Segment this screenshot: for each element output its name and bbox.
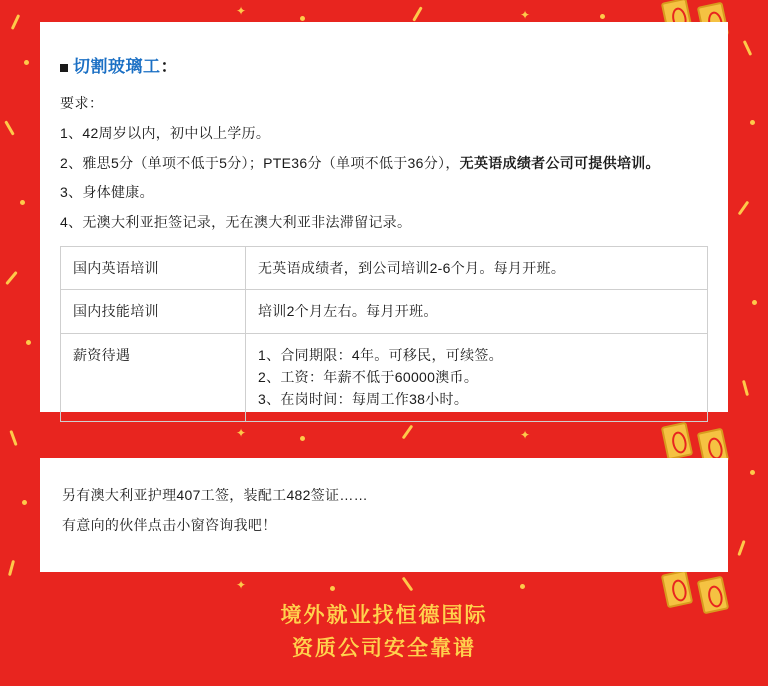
requirement-text: 2、雅思5分（单项不低于5分）；PTE36分（单项不低于36分）， — [60, 154, 460, 171]
note-line-contact: 有意向的伙伴点击小窗咨询我吧！ — [62, 517, 277, 534]
table-row — [61, 333, 708, 421]
table-cell-line: 3、在岗时间：每周工作38小时。 — [258, 391, 469, 408]
table-cell-line: 培训2个月左右。每月开班。 — [258, 303, 438, 320]
footer-slogan — [0, 600, 768, 665]
requirement-item — [60, 123, 708, 145]
table-row — [61, 246, 708, 289]
table-row-value — [246, 246, 708, 289]
table-cell-line: 1、合同期限：4年。可移民，可续签。 — [258, 346, 503, 363]
additional-note-card — [40, 458, 728, 572]
job-title-text: 切割玻璃工 — [73, 57, 161, 76]
requirement-item — [60, 212, 708, 234]
requirement-bold-text: 无英语成绩者公司可提供培训。 — [459, 154, 660, 171]
table-row-label: 国内技能培训 — [61, 290, 246, 333]
job-title — [60, 52, 708, 77]
job-title-colon: ： — [160, 57, 178, 76]
requirements-label: 要求： — [60, 95, 104, 111]
table-row — [61, 290, 708, 333]
table-cell-line: 2、工资：年薪不低于60000澳币。 — [258, 368, 479, 385]
poster-page: ✦ ✦ ✦ ✦ ✦ 切割玻璃工： 要求： 1、42周岁以内，初中以上学历。 2、雅思5分（单项不低于5分）；PTE36分（单项不低于36分），无英语成绩者公司可提供培训。 3、身体健康。 4、无澳大利亚拒签记录，无在澳大利亚非法滞留记录。 国内英语培训 无英语成绩者，到公司培训2-6个月。每月开班。 国内技能培训 培训2个月左右。每月开班。 薪资待遇 1、合同期限：4年。可移民，可续签。 2、工资：年薪不低于60000澳币。 3、在岗时间：每周工作38小时。 另有澳大利亚护理407工签，装配工482签证…… 有意向的伙伴点击小窗咨询我吧！ 境外就业找恒德国际 资质公司安全靠谱 — [0, 0, 768, 686]
job-info-table — [60, 246, 708, 422]
job-detail-card — [40, 22, 728, 412]
footer-line-2: 资质公司安全靠谱 — [292, 636, 476, 660]
table-cell-line: 无英语成绩者，到公司培训2-6个月。每月开班。 — [258, 259, 566, 276]
table-row-label: 薪资待遇 — [61, 333, 246, 421]
footer-line-1: 境外就业找恒德国际 — [280, 604, 488, 627]
table-row-value — [246, 290, 708, 333]
table-row-value — [246, 333, 708, 421]
requirement-item — [60, 153, 708, 175]
bullet-marker-icon — [60, 64, 68, 72]
note-line-other-visas: 另有澳大利亚护理407工签，装配工482签证…… — [62, 487, 368, 503]
requirement-item — [60, 182, 708, 204]
table-row-label: 国内英语培训 — [61, 246, 246, 289]
requirement-text: 4、无澳大利亚拒签记录，无在澳大利亚非法滞留记录。 — [60, 214, 412, 231]
requirement-text: 3、身体健康。 — [60, 184, 154, 201]
requirement-text: 1、42周岁以内，初中以上学历。 — [60, 125, 271, 141]
